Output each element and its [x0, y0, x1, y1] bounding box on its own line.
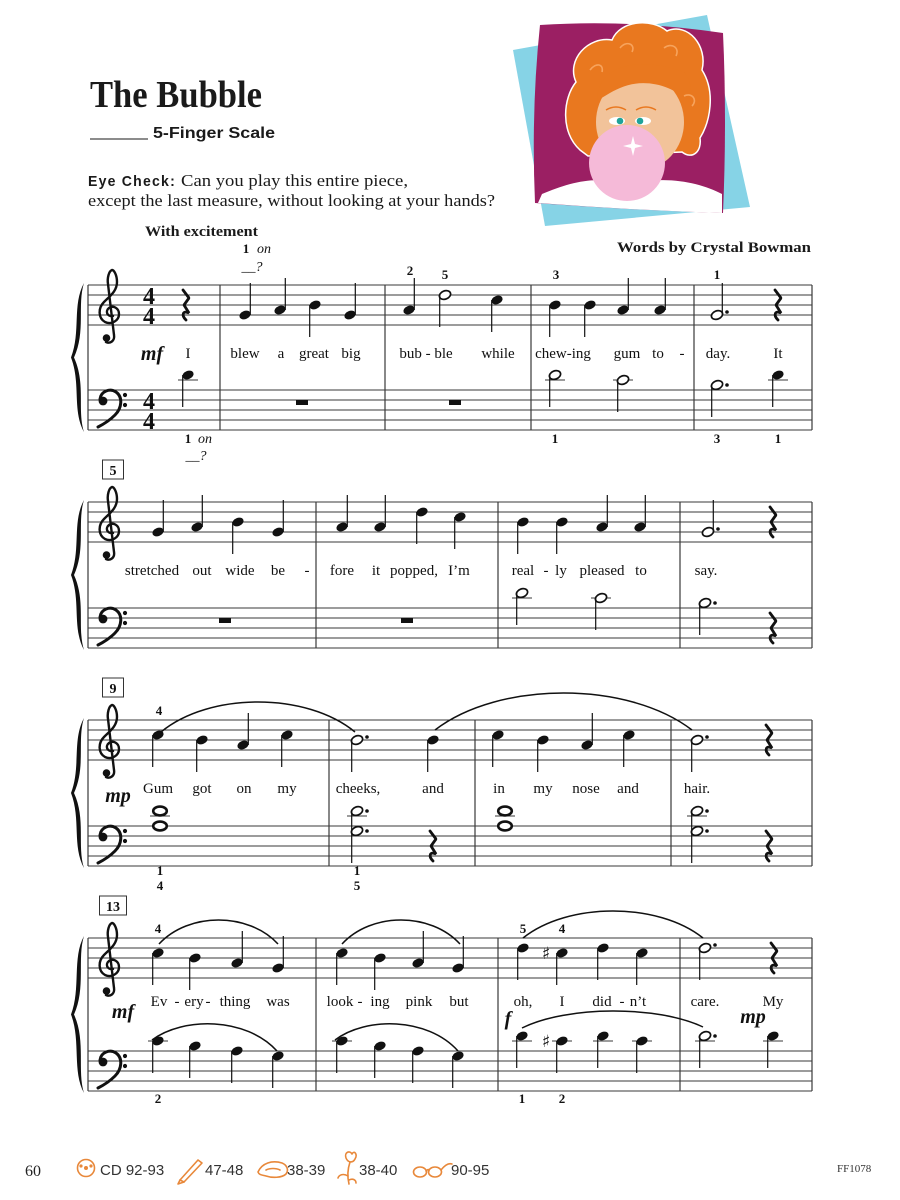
system-4	[71, 896, 812, 1106]
lyric-syllable: my	[277, 781, 297, 797]
fingering-annotation: __?	[185, 449, 207, 464]
lyric-syllable: -	[357, 994, 363, 1010]
lyric-syllable: it	[371, 563, 381, 579]
right-iris	[637, 118, 644, 125]
time-signature-top: 4	[143, 284, 155, 310]
lyric-syllable: care.	[690, 994, 720, 1010]
dynamic-marking: mf	[140, 343, 164, 365]
bass-slur	[522, 1011, 703, 1028]
augmentation-dot	[365, 735, 369, 739]
fingering-number: 1	[518, 1091, 526, 1106]
sharp-sign: ♯	[541, 1032, 551, 1052]
grand-staff-brace	[71, 718, 84, 868]
grand-staff-brace	[71, 500, 84, 650]
hand-icon	[258, 1162, 287, 1177]
lyric-syllable: to	[635, 563, 647, 579]
flower-icon	[338, 1152, 356, 1184]
score	[71, 241, 812, 1106]
glasses-reference: 90-95	[451, 1162, 490, 1179]
lyric-syllable: ly	[555, 563, 567, 579]
lyric-syllable: It	[773, 346, 783, 362]
lyric-syllable: did	[592, 994, 612, 1010]
augmentation-dot	[365, 809, 369, 813]
lyric-syllable: and	[617, 781, 639, 797]
footer	[25, 1152, 872, 1184]
eye-check-line-1: Can you play this entire piece,	[181, 171, 408, 190]
lyric-syllable: out	[192, 563, 212, 579]
fingering-number: 3	[713, 431, 721, 446]
lyric-syllable: -	[619, 994, 625, 1010]
page-title: The Bubble	[90, 74, 262, 116]
fingering-number: 2	[558, 1091, 566, 1106]
bass-clef-icon	[98, 608, 127, 645]
whole-note-head	[153, 807, 167, 816]
augmentation-dot	[713, 1034, 717, 1038]
lyric-syllable: wide	[225, 563, 255, 579]
lyricist-credit: Words by Crystal Bowman	[617, 240, 812, 256]
whole-rest	[449, 400, 461, 405]
fingering-number: 5	[353, 878, 361, 893]
lyric-syllable: big	[341, 346, 361, 362]
bass-clef-icon	[98, 390, 127, 427]
grand-staff-brace	[71, 936, 84, 1093]
measure-number: 9	[109, 682, 117, 697]
bass-slur	[335, 1024, 458, 1051]
lyric-syllable: was	[266, 994, 290, 1010]
fingering-number: 5	[441, 267, 449, 282]
catalog-code: FF1078	[837, 1163, 872, 1175]
dynamic-marking: f	[504, 1008, 512, 1030]
treble-slur	[435, 693, 692, 730]
dynamic-marking: mp	[740, 1006, 766, 1028]
treble-slur	[523, 911, 703, 938]
cd-icon	[78, 1160, 95, 1177]
pencil-reference: 47-48	[205, 1162, 244, 1179]
left-iris	[617, 118, 624, 125]
lyric-syllable: look	[326, 994, 354, 1010]
measure-number: 5	[109, 464, 117, 479]
treble-clef-icon	[100, 705, 119, 778]
fingering-number: 1	[242, 241, 250, 256]
augmentation-dot	[705, 829, 709, 833]
lyric-syllable: nose	[572, 781, 600, 797]
fingering-annotation: on	[257, 242, 271, 257]
lyric-syllable: but	[449, 994, 469, 1010]
fingering-number: 4	[156, 878, 164, 893]
fingering-number: 1	[156, 863, 164, 878]
lyric-syllable: ing	[370, 994, 390, 1010]
augmentation-dot	[365, 829, 369, 833]
bass-clef-icon	[98, 1051, 127, 1088]
fingering-annotation: on	[198, 432, 212, 447]
pencil-icon	[178, 1160, 202, 1184]
lyric-syllable: my	[533, 781, 553, 797]
lyric-syllable: thing	[219, 994, 251, 1010]
fingering-number: 4	[155, 703, 163, 718]
augmentation-dot	[713, 601, 717, 605]
lyric-syllable: I	[559, 994, 565, 1010]
fingering-annotation: __?	[241, 260, 263, 275]
system-2	[71, 460, 812, 650]
time-signature-bottom: 4	[143, 409, 155, 435]
whole-note-head	[153, 822, 167, 831]
system-3	[71, 678, 812, 893]
lyric-syllable: stretched	[124, 563, 180, 579]
dynamic-marking: mf	[111, 1001, 135, 1023]
lyric-syllable: -	[205, 994, 211, 1010]
fingering-number: 1	[353, 863, 361, 878]
dynamic-marking: mp	[105, 785, 131, 807]
lyric-syllable: in	[493, 781, 505, 797]
lyric-syllable: a	[277, 346, 285, 362]
lyric-syllable: be	[270, 563, 286, 579]
treble-clef-icon	[100, 923, 119, 996]
lyric-syllable: -	[174, 994, 180, 1010]
whole-note-head	[498, 822, 512, 831]
sharp-sign: ♯	[541, 944, 551, 964]
treble-slur	[159, 920, 278, 944]
fingering-number: 2	[406, 263, 414, 278]
fingering-number: 2	[154, 1091, 162, 1106]
lyric-syllable: -	[679, 346, 685, 362]
lyric-syllable: pleased	[579, 563, 625, 579]
whole-rest	[219, 618, 231, 623]
time-signature-bottom: 4	[143, 304, 155, 330]
lyric-syllable: great	[299, 346, 329, 362]
lyric-syllable: while	[481, 346, 515, 362]
cd-reference: CD 92-93	[100, 1162, 165, 1179]
time-signature-top: 4	[143, 389, 155, 415]
fingering-number: 4	[558, 921, 566, 936]
tempo-marking: With excitement	[145, 224, 258, 240]
treble-slur	[161, 702, 355, 732]
lyric-syllable: and	[422, 781, 444, 797]
lyric-syllable: fore	[329, 563, 355, 579]
augmentation-dot	[713, 943, 717, 947]
fingering-number: 1	[184, 431, 192, 446]
treble-clef-icon	[100, 487, 119, 560]
lyric-syllable: My	[762, 994, 784, 1010]
augmentation-dot	[705, 735, 709, 739]
lyric-syllable: ery	[184, 994, 204, 1010]
lyric-syllable: gum	[613, 346, 641, 362]
lyric-syllable: I	[185, 346, 191, 362]
glasses-icon	[414, 1164, 453, 1177]
fingering-number: 5	[519, 921, 527, 936]
lyric-syllable: got	[192, 781, 212, 797]
bass-slur	[152, 1024, 277, 1051]
augmentation-dot	[716, 527, 720, 531]
bass-clef-icon	[98, 826, 127, 863]
hand-reference: 38-39	[287, 1162, 326, 1179]
fingering-number: 4	[154, 921, 162, 936]
eye-check-line-2: except the last measure, without looking at your hands?	[88, 191, 495, 210]
fingering-number: 1	[774, 431, 782, 446]
augmentation-dot	[725, 310, 729, 314]
lyric-syllable: popped,	[390, 563, 438, 579]
lyric-syllable: day.	[705, 346, 731, 362]
lyric-syllable: n’t	[629, 994, 647, 1010]
grand-staff-brace	[71, 283, 84, 432]
lyric-syllable: I’m	[448, 563, 470, 579]
lyric-syllable: bub - ble	[399, 346, 453, 362]
fingering-number: 1	[713, 267, 721, 282]
lyric-syllable: blew	[230, 346, 260, 362]
fingering-number: 3	[552, 267, 560, 282]
treble-clef-icon	[100, 270, 119, 343]
measure-number: 13	[106, 900, 120, 915]
flower-reference: 38-40	[359, 1162, 398, 1179]
lyric-syllable: real	[511, 563, 535, 579]
lyric-syllable: oh,	[513, 994, 533, 1010]
system-1	[71, 241, 812, 464]
whole-rest	[296, 400, 308, 405]
lyric-syllable: Ev	[150, 994, 168, 1010]
augmentation-dot	[725, 383, 729, 387]
lyric-syllable: to	[652, 346, 664, 362]
fingering-number: 1	[551, 431, 559, 446]
page-number: 60	[25, 1163, 41, 1180]
lyric-syllable: on	[236, 781, 252, 797]
eye-check-label: Eye Check:	[88, 173, 176, 190]
treble-slur	[342, 920, 460, 944]
lyric-syllable: pink	[405, 994, 433, 1010]
augmentation-dot	[705, 809, 709, 813]
lyric-syllable: Gum	[143, 781, 173, 797]
whole-note-head	[498, 807, 512, 816]
whole-rest	[401, 618, 413, 623]
boy-blowing-bubble-illustration	[513, 15, 750, 226]
lyric-syllable: hair.	[683, 781, 711, 797]
lyric-syllable: say.	[694, 563, 718, 579]
lyric-syllable: chew-ing	[535, 346, 591, 362]
lyric-syllable: -	[304, 563, 310, 579]
subtitle: 5-Finger Scale	[153, 125, 276, 142]
lyric-syllable: -	[543, 563, 549, 579]
bubble	[589, 125, 665, 201]
lyric-syllable: cheeks,	[335, 781, 381, 797]
